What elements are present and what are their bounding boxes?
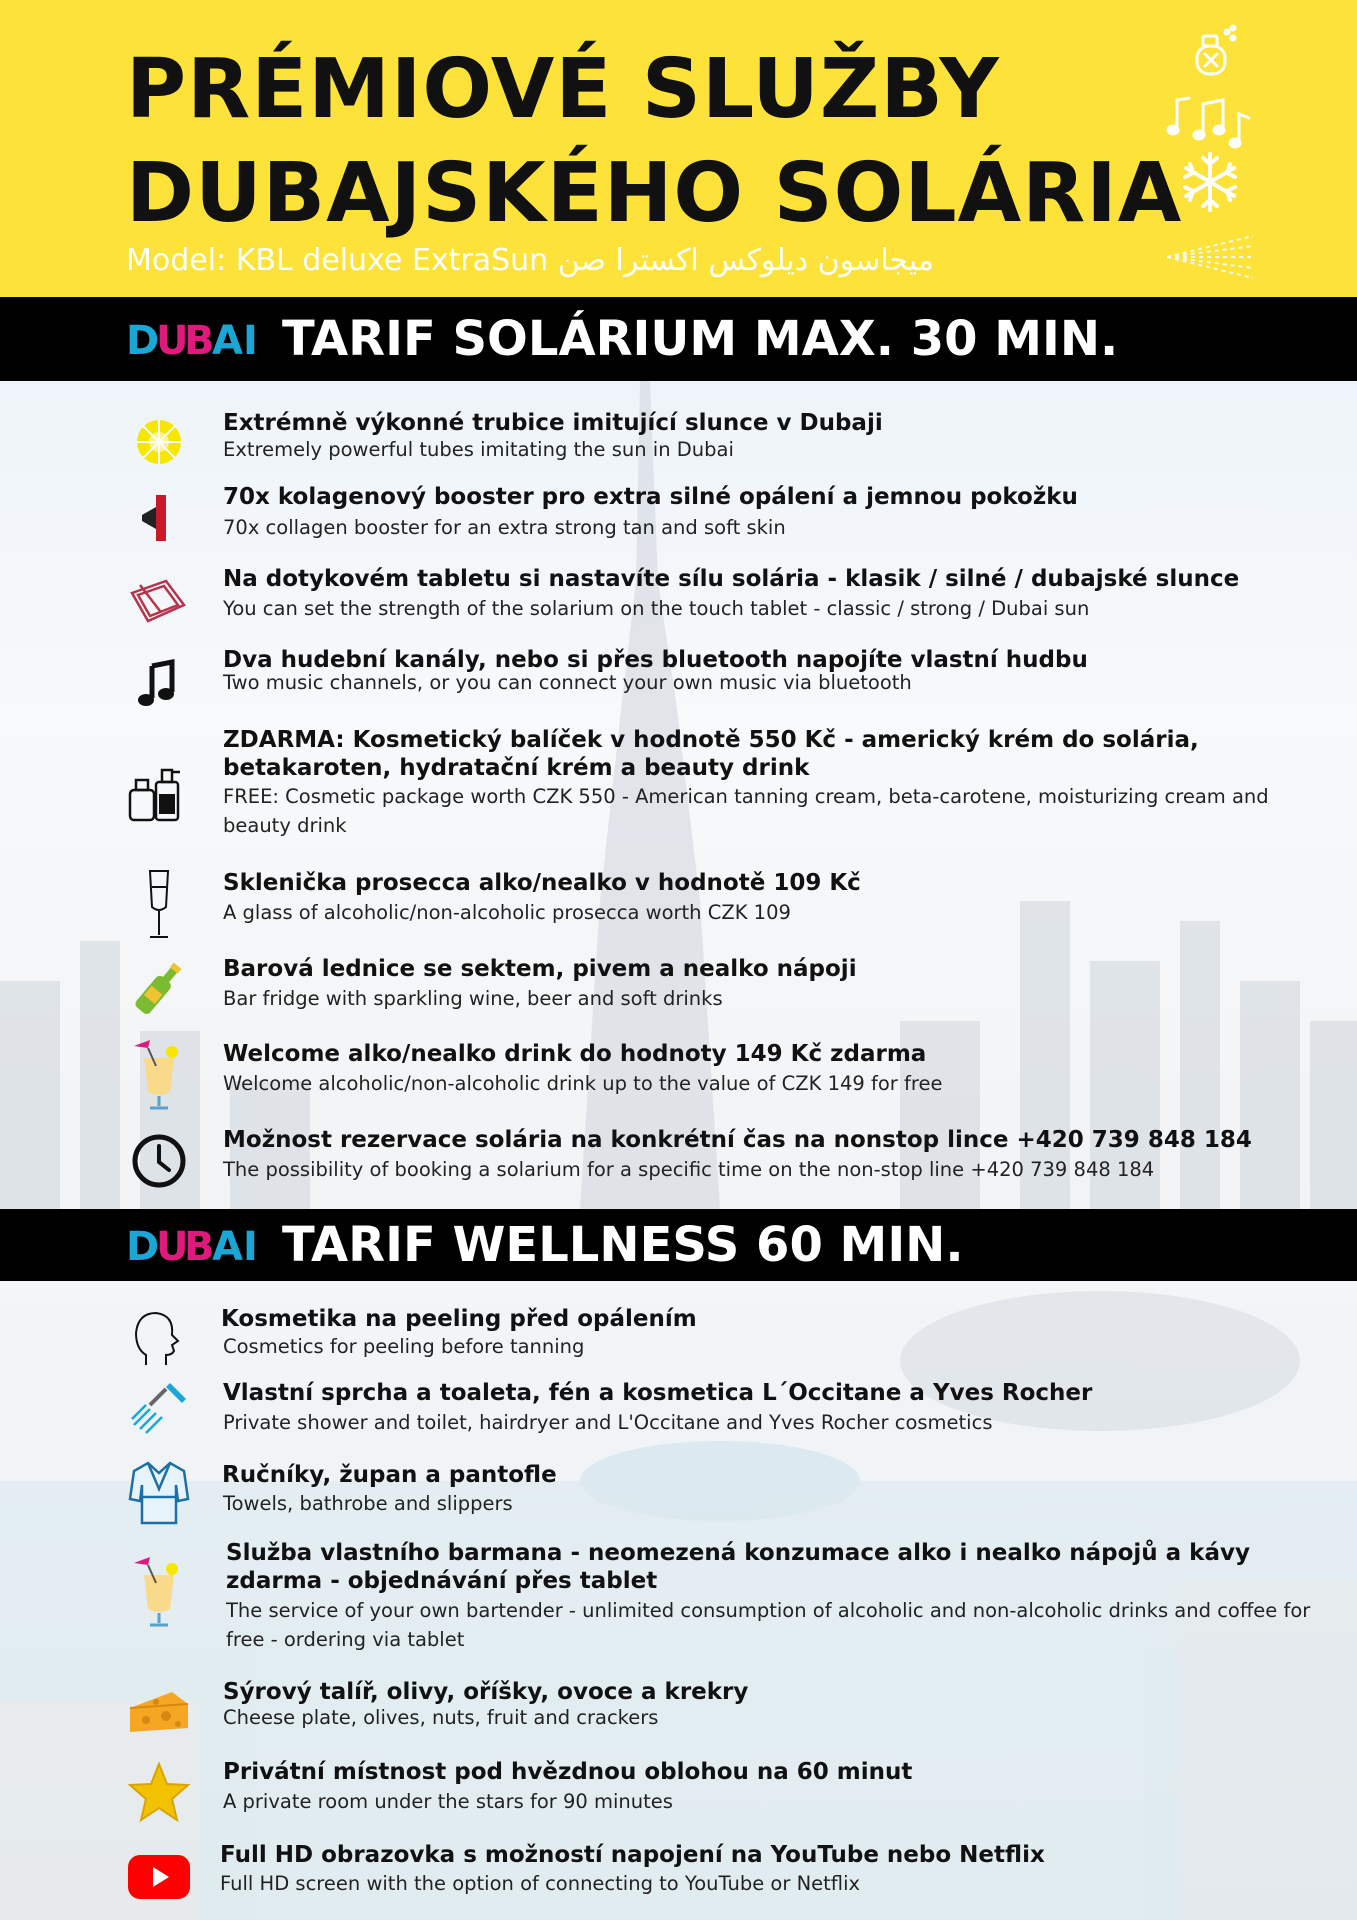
item-subtitle: Full HD screen with the option of connecting to YouTube or Netflix [220,1872,861,1895]
svg-text:B: B [184,318,215,364]
item-subtitle: Cheese plate, olives, nuts, fruit and crackers [223,1706,659,1729]
tarif2-band [0,1209,1357,1281]
mist-spray-icon [1165,232,1255,282]
star-icon [126,1760,192,1826]
item-title: Vlastní sprcha a toaleta, fén a kosmetica L´Occitane a Yves Rocher [223,1380,1093,1406]
sun-icon [126,409,192,475]
shower-icon [126,1379,192,1445]
item-subtitle: FREE: Cosmetic package worth CZK 550 - American tanning cream, beta-carotene, moisturizing cream and beauty drink [223,785,1269,837]
title-line-1: PRÉMIOVÉ SLUŽBY [126,42,1000,137]
item-subtitle: A private room under the stars for 90 minutes [223,1790,673,1813]
music-notes-icon [1165,88,1255,148]
cocktail-icon [126,1036,192,1112]
item-subtitle: Towels, bathrobe and slippers [223,1492,513,1515]
title-line-2: DUBAJSKÉHO SOLÁRIA [126,146,1183,241]
item-title: Kosmetika na peeling před opálením [221,1306,697,1332]
spray-bottle-icon [1183,24,1239,80]
youtube-icon [126,1843,192,1909]
svg-text:B: B [184,1224,215,1270]
item-title: Dva hudební kanály, nebo si přes bluetooth napojíte vlastní hudbu [223,647,1088,673]
tablet-icon [126,567,192,633]
bathrobe-icon [126,1459,192,1527]
item-title: 70x kolagenový booster pro extra silné opálení a jemnou pokožku [223,484,1078,510]
item-title: Na dotykovém tabletu si nastavíte sílu solária - klasik / silné / dubajské slunce [223,566,1240,592]
item-title: Barová lednice se sektem, pivem a nealko nápoji [223,956,857,982]
item-title: Extrémně výkonné trubice imitující slunce v Dubaji [223,410,883,436]
cosmetics-icon [126,760,192,826]
item-title: Full HD obrazovka s možností napojení na YouTube nebo Netflix [220,1842,1045,1868]
item-subtitle: Bar fridge with sparkling wine, beer and soft drinks [223,987,723,1010]
cheese-icon [126,1678,192,1744]
item-title: Ručníky, župan a pantofle [222,1462,557,1488]
prosecco-glass-icon [126,869,192,941]
item-subtitle: A glass of alcoholic/non-alcoholic prosecca worth CZK 109 [223,901,791,924]
svg-text:AI: AI [212,1224,258,1270]
model-subtitle: Model: KBL deluxe ExtraSun ميجاسون ديلوكس اكسترا صن [126,243,934,278]
item-subtitle: The possibility of booking a solarium for a specific time on the non-stop line +420 739 848 184 [223,1158,1155,1181]
dubai-logo [126,1224,258,1270]
page-title [126,38,1183,246]
item-title: Služba vlastního barmana - neomezená konzumace alko i nealko nápojů a kávy zdarma - objednávání přes tablet [226,1540,1250,1594]
item-subtitle: You can set the strength of the solarium on the touch tablet - classic / strong / Dubai sun [223,597,1090,620]
tarif2-title: TARIF WELLNESS 60 MIN. [282,1217,964,1273]
item-subtitle: Welcome alcoholic/non-alcoholic drink up to the value of CZK 149 for free [223,1072,943,1095]
tarif1-section [0,381,1357,1209]
item-title: Privátní místnost pod hvězdnou oblohou na 60 minut [223,1759,913,1785]
item-title: Možnost rezervace solária na konkrétní čas na nonstop lince +420 739 848 184 [223,1127,1252,1153]
item-subtitle: Extremely powerful tubes imitating the sun in Dubai [223,438,734,461]
cocktail-icon [126,1553,192,1629]
snowflake-icon [1179,150,1241,214]
header-icons [1165,20,1255,282]
tarif2-section [0,1281,1357,1920]
face-profile-icon [126,1309,192,1369]
booster-icon [126,485,192,551]
svg-text:U: U [156,318,189,364]
champagne-bottle-icon [126,955,192,1021]
item-subtitle: The service of your own bartender - unlimited consumption of alcoholic and non-alcoholic drinks and coffee for free - ordering via tablet [226,1599,1311,1651]
item-subtitle: Private shower and toilet, hairdryer and L'Occitane and Yves Rocher cosmetics [223,1411,993,1434]
music-note-icon [126,652,192,718]
svg-text:U: U [156,1224,189,1270]
svg-text:D: D [126,318,160,364]
svg-text:D: D [126,1224,160,1270]
tarif1-title: TARIF SOLÁRIUM MAX. 30 MIN. [282,311,1119,367]
item-subtitle: 70x collagen booster for an extra strong tan and soft skin [223,516,786,539]
item-title: Sklenička prosecca alko/nealko v hodnotě 109 Kč [223,870,861,896]
tarif1-band [0,297,1357,381]
clock-icon [126,1128,192,1194]
item-title: Sýrový talíř, olivy, oříšky, ovoce a krekry [223,1679,749,1705]
item-title: ZDARMA: Kosmetický balíček v hodnotě 550 Kč - americký krém do solária, betakaroten, hydratační krém a beauty drink [223,727,1199,781]
item-subtitle: Two music channels, or you can connect your own music via bluetooth [223,671,912,694]
dubai-logo [126,318,258,364]
item-title: Welcome alko/nealko drink do hodnoty 149 Kč zdarma [223,1041,927,1067]
header [0,0,1357,297]
item-subtitle: Cosmetics for peeling before tanning [223,1335,585,1358]
svg-text:AI: AI [212,318,258,364]
